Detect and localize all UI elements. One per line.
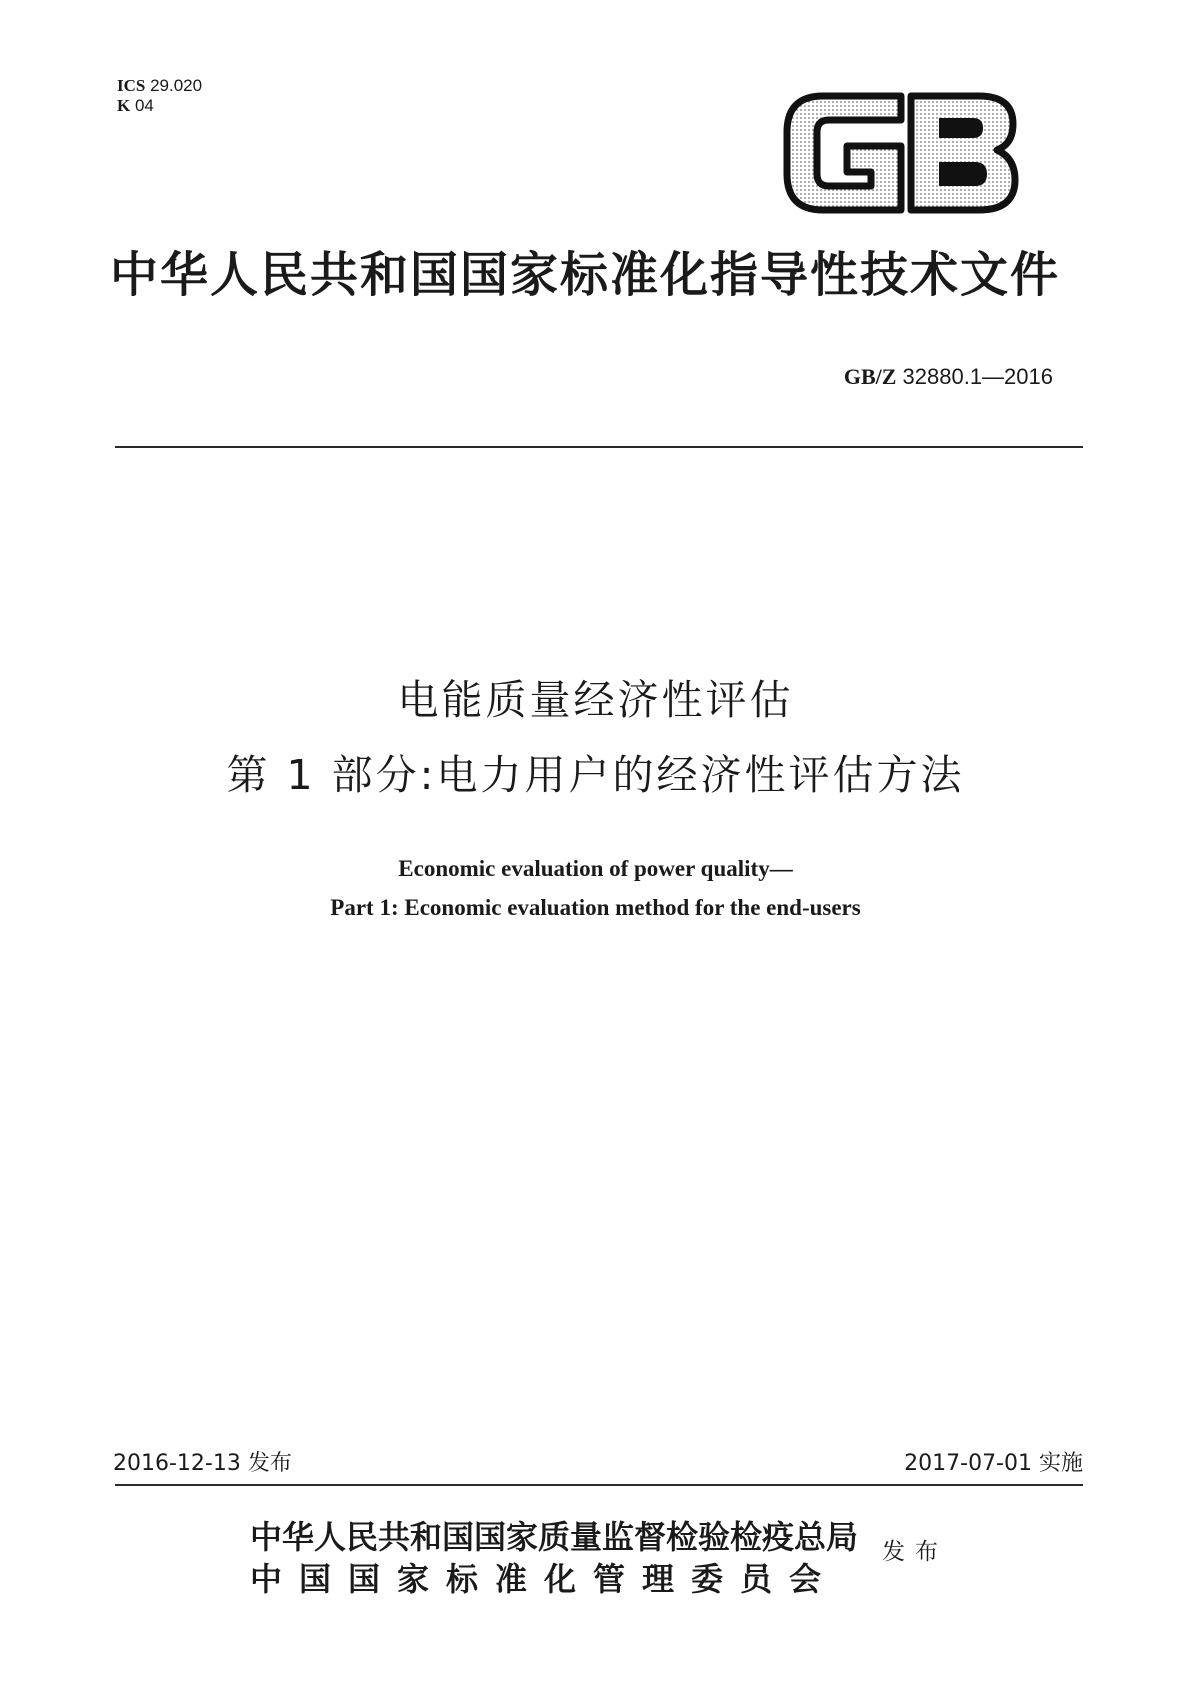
- issuer-line-2: 中国国家标准化管理委员会: [250, 1560, 839, 1598]
- footer-divider: [115, 1484, 1083, 1486]
- ccs-label: K: [117, 96, 131, 115]
- classification-codes: [117, 76, 202, 116]
- issue-date: 2016-12-13 发布: [113, 1451, 292, 1476]
- logo-letter-g: [787, 96, 901, 210]
- ccs-value: 04: [134, 96, 154, 115]
- standard-number: [844, 364, 1053, 390]
- ics-value: 29.020: [150, 76, 203, 95]
- publish-label: 发布: [882, 1539, 948, 1565]
- standard-code: 32880.1—2016: [902, 364, 1053, 389]
- issuing-authorities: [250, 1516, 858, 1600]
- logo-letter-b: [911, 96, 1015, 210]
- english-title-line-1: Economic evaluation of power quality—: [398, 856, 793, 881]
- gb-logo: [783, 88, 1019, 216]
- document-category-title: 中华人民共和国国家标准化指导性技术文件: [110, 247, 1061, 303]
- ics-label: ICS: [117, 76, 146, 95]
- ccs-code: [117, 96, 202, 116]
- chinese-title-line-2: 第 1 部分:电力用户的经济性评估方法: [226, 751, 965, 799]
- chinese-title-line-1: 电能质量经济性评估: [397, 676, 794, 724]
- ics-code: [117, 76, 202, 96]
- implementation-date: 2017-07-01 实施: [904, 1451, 1083, 1476]
- header-divider: [115, 446, 1083, 448]
- issuer-line-1: 中华人民共和国国家质量监督检验检疫总局: [250, 1518, 859, 1556]
- standard-prefix: GB/Z: [843, 364, 897, 389]
- english-title-line-2: Part 1: Economic evaluation method for the end-users: [330, 895, 861, 920]
